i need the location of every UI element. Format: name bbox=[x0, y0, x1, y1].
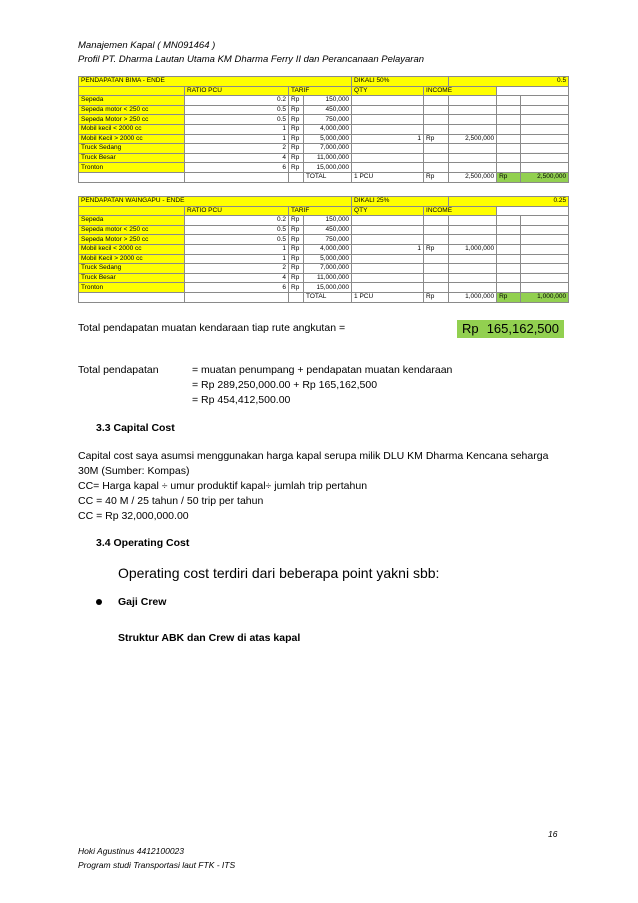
cell-name: Sepeda motor < 250 cc bbox=[79, 105, 185, 115]
empty-cell bbox=[497, 115, 521, 125]
dikali-label: DIKALI 50% bbox=[352, 77, 449, 87]
cell-rp: Rp bbox=[289, 273, 304, 283]
empty-cell bbox=[521, 144, 569, 154]
total-pendapatan-line-2: = Rp 289,250,000.00 + Rp 165,162,500 bbox=[192, 379, 378, 391]
empty-cell bbox=[497, 216, 521, 226]
cell-income: 1,000,000 bbox=[449, 244, 497, 254]
cell-ratio: 1 bbox=[185, 134, 289, 144]
col-ratio: RATIO PCU bbox=[185, 206, 289, 216]
table-row bbox=[79, 144, 569, 154]
dikali-value: 0.5 bbox=[449, 77, 569, 87]
cell-income bbox=[449, 105, 497, 115]
cell-name: Mobil Kecil > 2000 cc bbox=[79, 254, 185, 264]
struktur-abk-heading: Struktur ABK dan Crew di atas kapal bbox=[118, 632, 301, 644]
cell-qty bbox=[352, 235, 424, 245]
total-income: 1,000,000 bbox=[449, 292, 497, 302]
cell-ratio: 0.2 bbox=[185, 216, 289, 226]
table-row bbox=[79, 134, 569, 144]
empty-cell bbox=[497, 105, 521, 115]
cell-ratio: 1 bbox=[185, 244, 289, 254]
empty-cell bbox=[497, 273, 521, 283]
cell-tarif: 4,000,000 bbox=[304, 244, 352, 254]
empty-cell bbox=[521, 115, 569, 125]
cell-name: Sepeda bbox=[79, 96, 185, 106]
cell-rp: Rp bbox=[289, 144, 304, 154]
capital-cost-formula-3: CC = Rp 32,000,000.00 bbox=[78, 510, 189, 522]
cell-irp bbox=[424, 273, 449, 283]
empty-cell bbox=[497, 144, 521, 154]
empty-cell bbox=[521, 134, 569, 144]
cell-name: Mobil kecil < 2000 cc bbox=[79, 244, 185, 254]
cell-tarif: 450,000 bbox=[304, 105, 352, 115]
empty-cell bbox=[497, 163, 521, 173]
table-title: PENDAPATAN BIMA - ENDE bbox=[79, 77, 352, 87]
cell-tarif: 11,000,000 bbox=[304, 153, 352, 163]
cell-ratio: 2 bbox=[185, 264, 289, 274]
cell-irp bbox=[424, 264, 449, 274]
total-vehicle-rp: Rp bbox=[462, 321, 479, 336]
cell-irp bbox=[424, 283, 449, 293]
cell-qty bbox=[352, 273, 424, 283]
cell-irp bbox=[424, 225, 449, 235]
col-income: INCOME bbox=[424, 86, 497, 96]
empty-cell bbox=[521, 96, 569, 106]
empty-cell bbox=[497, 134, 521, 144]
total-label: TOTAL bbox=[304, 292, 352, 302]
cell-ratio: 4 bbox=[185, 153, 289, 163]
cell-tarif: 7,000,000 bbox=[304, 144, 352, 154]
table-row bbox=[79, 254, 569, 264]
operating-cost-text: Operating cost terdiri dari beberapa point yakni sbb: bbox=[118, 565, 440, 581]
cell-irp bbox=[424, 105, 449, 115]
cell-qty bbox=[352, 216, 424, 226]
empty-cell bbox=[521, 124, 569, 134]
cell-income: 2,500,000 bbox=[449, 134, 497, 144]
cell-tarif: 450,000 bbox=[304, 225, 352, 235]
empty-cell bbox=[497, 264, 521, 274]
empty-cell bbox=[497, 124, 521, 134]
cell-name: Truck Besar bbox=[79, 273, 185, 283]
cell-income bbox=[449, 124, 497, 134]
cell-ratio: 0.5 bbox=[185, 235, 289, 245]
cell-irp: Rp bbox=[424, 244, 449, 254]
cell-qty: 1 bbox=[352, 244, 424, 254]
col-qty: QTY bbox=[352, 86, 424, 96]
cell-irp bbox=[424, 254, 449, 264]
cell-qty bbox=[352, 144, 424, 154]
empty-cell bbox=[497, 235, 521, 245]
cell-qty bbox=[352, 283, 424, 293]
empty-cell bbox=[497, 225, 521, 235]
empty-cell bbox=[521, 163, 569, 173]
cell-ratio: 0.5 bbox=[185, 105, 289, 115]
cell-ratio: 1 bbox=[185, 124, 289, 134]
total-label: TOTAL bbox=[304, 172, 352, 182]
capital-cost-formula-2: CC = 40 M / 25 tahun / 50 trip per tahun bbox=[78, 495, 264, 507]
cell-income bbox=[449, 153, 497, 163]
cell-tarif: 150,000 bbox=[304, 96, 352, 106]
cell-tarif: 750,000 bbox=[304, 115, 352, 125]
cell-name: Sepeda motor < 250 cc bbox=[79, 225, 185, 235]
cell-rp: Rp bbox=[289, 153, 304, 163]
cell-irp bbox=[424, 144, 449, 154]
cell-rp: Rp bbox=[289, 254, 304, 264]
col-tarif: TARIF bbox=[289, 86, 352, 96]
grand-total: 1,000,000 bbox=[521, 292, 569, 302]
table-row bbox=[79, 235, 569, 245]
cell-income bbox=[449, 96, 497, 106]
cell-tarif: 5,000,000 bbox=[304, 134, 352, 144]
cell-tarif: 5,000,000 bbox=[304, 254, 352, 264]
grand-rp: Rp bbox=[497, 172, 521, 182]
grand-rp: Rp bbox=[497, 292, 521, 302]
cell-irp: Rp bbox=[424, 134, 449, 144]
capital-cost-formula-1: CC= Harga kapal ÷ umur produktif kapal÷ jumlah trip pertahun bbox=[78, 480, 368, 492]
cell-ratio: 4 bbox=[185, 273, 289, 283]
col-qty: QTY bbox=[352, 206, 424, 216]
revenue-table-bima-ende bbox=[78, 76, 569, 183]
cell-qty bbox=[352, 163, 424, 173]
header-line-2: Profil PT. Dharma Lautan Utama KM Dharma Ferry II dan Perancanaan Pelayaran bbox=[78, 54, 425, 65]
capital-cost-paragraph-1: Capital cost saya asumsi menggunakan harga kapal serupa milik DLU KM Dharma Kencana seharga bbox=[78, 450, 549, 462]
header-line-1: Manajemen Kapal ( MN091464 ) bbox=[78, 40, 216, 51]
empty-cell bbox=[521, 216, 569, 226]
cell-name: Tronton bbox=[79, 283, 185, 293]
cell-tarif: 150,000 bbox=[304, 216, 352, 226]
cell-irp bbox=[424, 163, 449, 173]
empty-cell bbox=[521, 105, 569, 115]
total-vehicle-value: 165,162,500 bbox=[486, 321, 559, 336]
cell-income bbox=[449, 163, 497, 173]
empty-cell bbox=[497, 96, 521, 106]
total-qty: 1 PCU bbox=[352, 292, 424, 302]
cell-rp: Rp bbox=[289, 216, 304, 226]
total-vehicle-text: Total pendapatan muatan kendaraan tiap rute angkutan = bbox=[78, 322, 346, 334]
total-rp: Rp bbox=[424, 172, 449, 182]
cell-name: Sepeda Motor > 250 cc bbox=[79, 235, 185, 245]
dikali-label: DIKALI 25% bbox=[352, 197, 449, 207]
cell-irp bbox=[424, 153, 449, 163]
empty-cell bbox=[497, 254, 521, 264]
empty-cell bbox=[521, 264, 569, 274]
cell-ratio: 0.5 bbox=[185, 115, 289, 125]
cell-irp bbox=[424, 96, 449, 106]
total-vehicle-box bbox=[457, 320, 564, 338]
bullet-icon bbox=[96, 599, 102, 605]
total-rp: Rp bbox=[424, 292, 449, 302]
cell-tarif: 15,000,000 bbox=[304, 163, 352, 173]
cell-irp bbox=[424, 216, 449, 226]
table-row bbox=[79, 105, 569, 115]
cell-income bbox=[449, 283, 497, 293]
cell-name: Truck Sedang bbox=[79, 264, 185, 274]
cell-income bbox=[449, 216, 497, 226]
cell-tarif: 4,000,000 bbox=[304, 124, 352, 134]
footer-program: Program studi Transportasi laut FTK - ITS bbox=[78, 860, 236, 870]
cell-rp: Rp bbox=[289, 163, 304, 173]
empty-cell bbox=[521, 254, 569, 264]
empty-cell bbox=[521, 244, 569, 254]
cell-name: Mobil Kecil > 2000 cc bbox=[79, 134, 185, 144]
cell-name: Tronton bbox=[79, 163, 185, 173]
cell-ratio: 6 bbox=[185, 283, 289, 293]
col-ratio: RATIO PCU bbox=[185, 86, 289, 96]
cell-tarif: 750,000 bbox=[304, 235, 352, 245]
cell-irp bbox=[424, 115, 449, 125]
table-row bbox=[79, 283, 569, 293]
cell-ratio: 2 bbox=[185, 144, 289, 154]
cell-ratio: 0.2 bbox=[185, 96, 289, 106]
cell-name: Mobil kecil < 2000 cc bbox=[79, 124, 185, 134]
table-row bbox=[79, 96, 569, 106]
cell-qty bbox=[352, 115, 424, 125]
cell-irp bbox=[424, 235, 449, 245]
total-qty: 1 PCU bbox=[352, 172, 424, 182]
cell-qty bbox=[352, 153, 424, 163]
cell-income bbox=[449, 115, 497, 125]
page-number: 16 bbox=[548, 829, 558, 839]
cell-irp bbox=[424, 124, 449, 134]
cell-income bbox=[449, 254, 497, 264]
cell-tarif: 15,000,000 bbox=[304, 283, 352, 293]
col-tarif: TARIF bbox=[289, 206, 352, 216]
grand-total: 2,500,000 bbox=[521, 172, 569, 182]
dikali-value: 0.25 bbox=[449, 197, 569, 207]
total-pendapatan-line-3: = Rp 454,412,500.00 bbox=[192, 394, 291, 406]
total-pendapatan-line-1: = muatan penumpang + pendapatan muatan kendaraan bbox=[192, 364, 453, 376]
cell-rp: Rp bbox=[289, 235, 304, 245]
empty-cell bbox=[521, 273, 569, 283]
cell-name: Truck Sedang bbox=[79, 144, 185, 154]
cell-income bbox=[449, 225, 497, 235]
table-row bbox=[79, 273, 569, 283]
cell-income bbox=[449, 264, 497, 274]
cell-income bbox=[449, 235, 497, 245]
empty-cell bbox=[521, 283, 569, 293]
cell-qty bbox=[352, 225, 424, 235]
table-title: PENDAPATAN WAINGAPU - ENDE bbox=[79, 197, 352, 207]
cell-rp: Rp bbox=[289, 124, 304, 134]
empty-cell bbox=[521, 153, 569, 163]
cell-rp: Rp bbox=[289, 244, 304, 254]
cell-rp: Rp bbox=[289, 264, 304, 274]
cell-name: Sepeda Motor > 250 cc bbox=[79, 115, 185, 125]
cell-qty bbox=[352, 124, 424, 134]
col-income: INCOME bbox=[424, 206, 497, 216]
cell-name: Truck Besar bbox=[79, 153, 185, 163]
bullet-gaji-crew: Gaji Crew bbox=[118, 596, 167, 608]
table-row bbox=[79, 163, 569, 173]
empty-cell bbox=[521, 225, 569, 235]
cell-rp: Rp bbox=[289, 96, 304, 106]
cell-name: Sepeda bbox=[79, 216, 185, 226]
section-capital-cost: 3.3 Capital Cost bbox=[96, 422, 175, 434]
revenue-table-waingapu-ende bbox=[78, 196, 569, 303]
cell-income bbox=[449, 144, 497, 154]
cell-ratio: 1 bbox=[185, 254, 289, 264]
cell-qty bbox=[352, 254, 424, 264]
section-operating-cost: 3.4 Operating Cost bbox=[96, 537, 190, 549]
total-income: 2,500,000 bbox=[449, 172, 497, 182]
cell-ratio: 0.5 bbox=[185, 225, 289, 235]
table-row bbox=[79, 225, 569, 235]
empty-cell bbox=[521, 235, 569, 245]
table-row bbox=[79, 244, 569, 254]
cell-rp: Rp bbox=[289, 225, 304, 235]
cell-qty: 1 bbox=[352, 134, 424, 144]
cell-rp: Rp bbox=[289, 134, 304, 144]
cell-qty bbox=[352, 96, 424, 106]
empty-cell bbox=[497, 283, 521, 293]
table-row bbox=[79, 124, 569, 134]
cell-qty bbox=[352, 264, 424, 274]
footer-author: Hoki Agustinus 4412100023 bbox=[78, 846, 185, 856]
cell-tarif: 11,000,000 bbox=[304, 273, 352, 283]
table-row bbox=[79, 115, 569, 125]
capital-cost-paragraph-2: 30M (Sumber: Kompas) bbox=[78, 465, 190, 477]
table-row bbox=[79, 264, 569, 274]
empty-cell bbox=[497, 244, 521, 254]
cell-ratio: 6 bbox=[185, 163, 289, 173]
total-pendapatan-label: Total pendapatan bbox=[78, 364, 159, 376]
table-row bbox=[79, 216, 569, 226]
empty-cell bbox=[497, 153, 521, 163]
table-row bbox=[79, 153, 569, 163]
cell-income bbox=[449, 273, 497, 283]
cell-rp: Rp bbox=[289, 115, 304, 125]
cell-tarif: 7,000,000 bbox=[304, 264, 352, 274]
cell-rp: Rp bbox=[289, 283, 304, 293]
cell-qty bbox=[352, 105, 424, 115]
cell-rp: Rp bbox=[289, 105, 304, 115]
